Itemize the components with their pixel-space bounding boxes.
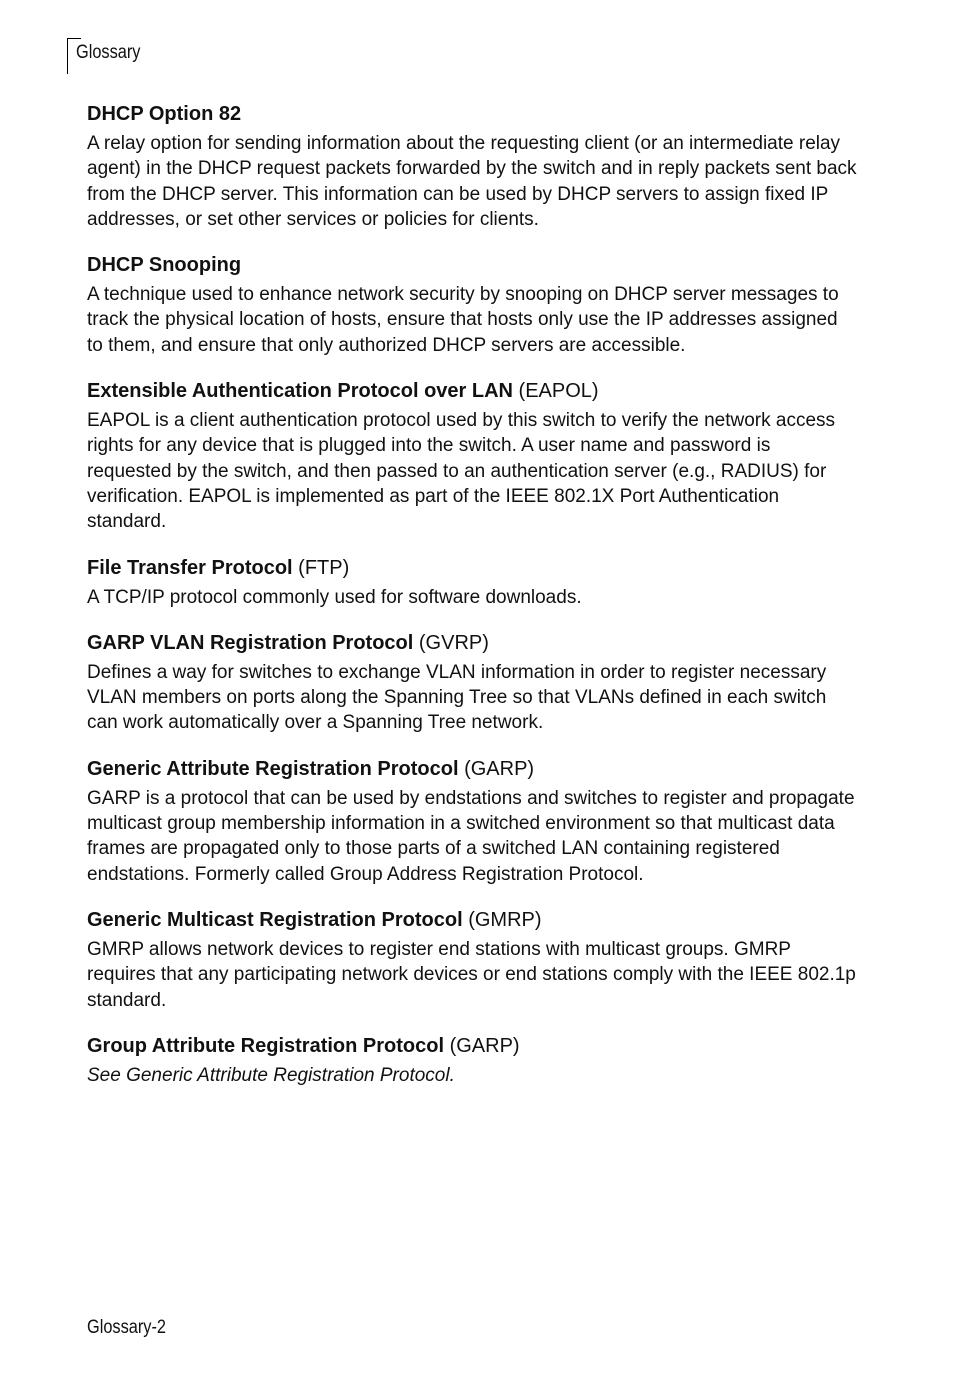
term-abbreviation: (GARP): [464, 757, 535, 780]
term-abbreviation: (GVRP): [418, 631, 489, 654]
glossary-entry-eapol: [87, 378, 857, 534]
glossary-cross-reference: See Generic Attribute Registration Protocol.: [87, 1064, 455, 1086]
glossary-definition: EAPOL is a client authentication protocol used by this switch to verify the network access rights for any device that is plugged into the switch. A user name and password is requested by the switch, and then passed to an authentication server (e.g., RADIUS) for verification. EAPOL is implemented as part of the IEEE 802.1X Port Authentication standard.: [87, 410, 836, 533]
glossary-entry-dhcp-option-82: [87, 101, 857, 232]
glossary-term: [87, 378, 857, 404]
glossary-definition: A relay option for sending information about the requesting client (or an intermediate relay agent) in the DHCP request packets forwarded by the switch and in reply packets sent back from the DHCP server. This information can be used by DHCP servers to assign fixed IP addresses, or set other services or policies for clients.: [87, 133, 857, 230]
term-abbreviation: (GMRP): [468, 908, 542, 931]
glossary-content: [87, 101, 857, 1108]
glossary-definition: GMRP allows network devices to register end stations with multicast groups. GMRP requires that any participating network devices or end stations comply with the IEEE 802.1p standard.: [87, 938, 856, 1011]
glossary-entry-garp: [87, 756, 857, 887]
glossary-definition: Defines a way for switches to exchange VLAN information in order to register necessary VLAN members on ports along the Spanning Tree so that VLANs defined in each switch can work automatically over a Spanning Tree network.: [87, 661, 827, 734]
term-name: Generic Multicast Registration Protocol: [87, 908, 463, 931]
glossary-definition: A technique used to enhance network security by snooping on DHCP server messages to track the physical location of hosts, ensure that hosts only use the IP addresses assigned to them, and ensure that only authorized DHCP servers are accessible.: [87, 284, 839, 356]
term-abbreviation: (FTP): [298, 556, 350, 579]
running-head: Glossary: [76, 42, 141, 63]
glossary-term: [87, 101, 857, 127]
term-name: DHCP Option 82: [87, 103, 242, 125]
header-rule: [67, 38, 68, 74]
glossary-definition: GARP is a protocol that can be used by endstations and switches to register and propagate multicast group membership information in a switched environment so that multicast data frames are propagated only to those parts of a switched LAN containing registered endstations. Formerly called Group Address Registration Protocol.: [87, 787, 855, 885]
term-abbreviation: (GARP): [449, 1034, 520, 1057]
header-rule-top: [67, 38, 81, 39]
glossary-term: [87, 1033, 857, 1059]
glossary-term: [87, 555, 857, 581]
glossary-term: [87, 630, 857, 656]
term-name: DHCP Snooping: [87, 254, 242, 277]
page-number: Glossary-2: [87, 1317, 166, 1338]
term-name: File Transfer Protocol: [87, 556, 293, 579]
term-abbreviation: (EAPOL): [518, 380, 599, 403]
glossary-entry-ftp: [87, 555, 857, 610]
glossary-definition: A TCP/IP protocol commonly used for software downloads.: [87, 586, 582, 608]
glossary-term: [87, 756, 857, 782]
term-name: Generic Attribute Registration Protocol: [87, 757, 459, 780]
glossary-term: [87, 907, 857, 933]
term-name: GARP VLAN Registration Protocol: [87, 631, 414, 654]
glossary-entry-gvrp: [87, 630, 857, 736]
glossary-entry-group-garp: [87, 1033, 857, 1088]
term-name: Extensible Authentication Protocol over LAN: [87, 380, 513, 403]
term-name: Group Attribute Registration Protocol: [87, 1034, 445, 1057]
glossary-entry-dhcp-snooping: [87, 252, 857, 358]
glossary-entry-gmrp: [87, 907, 857, 1013]
glossary-term: [87, 252, 857, 278]
